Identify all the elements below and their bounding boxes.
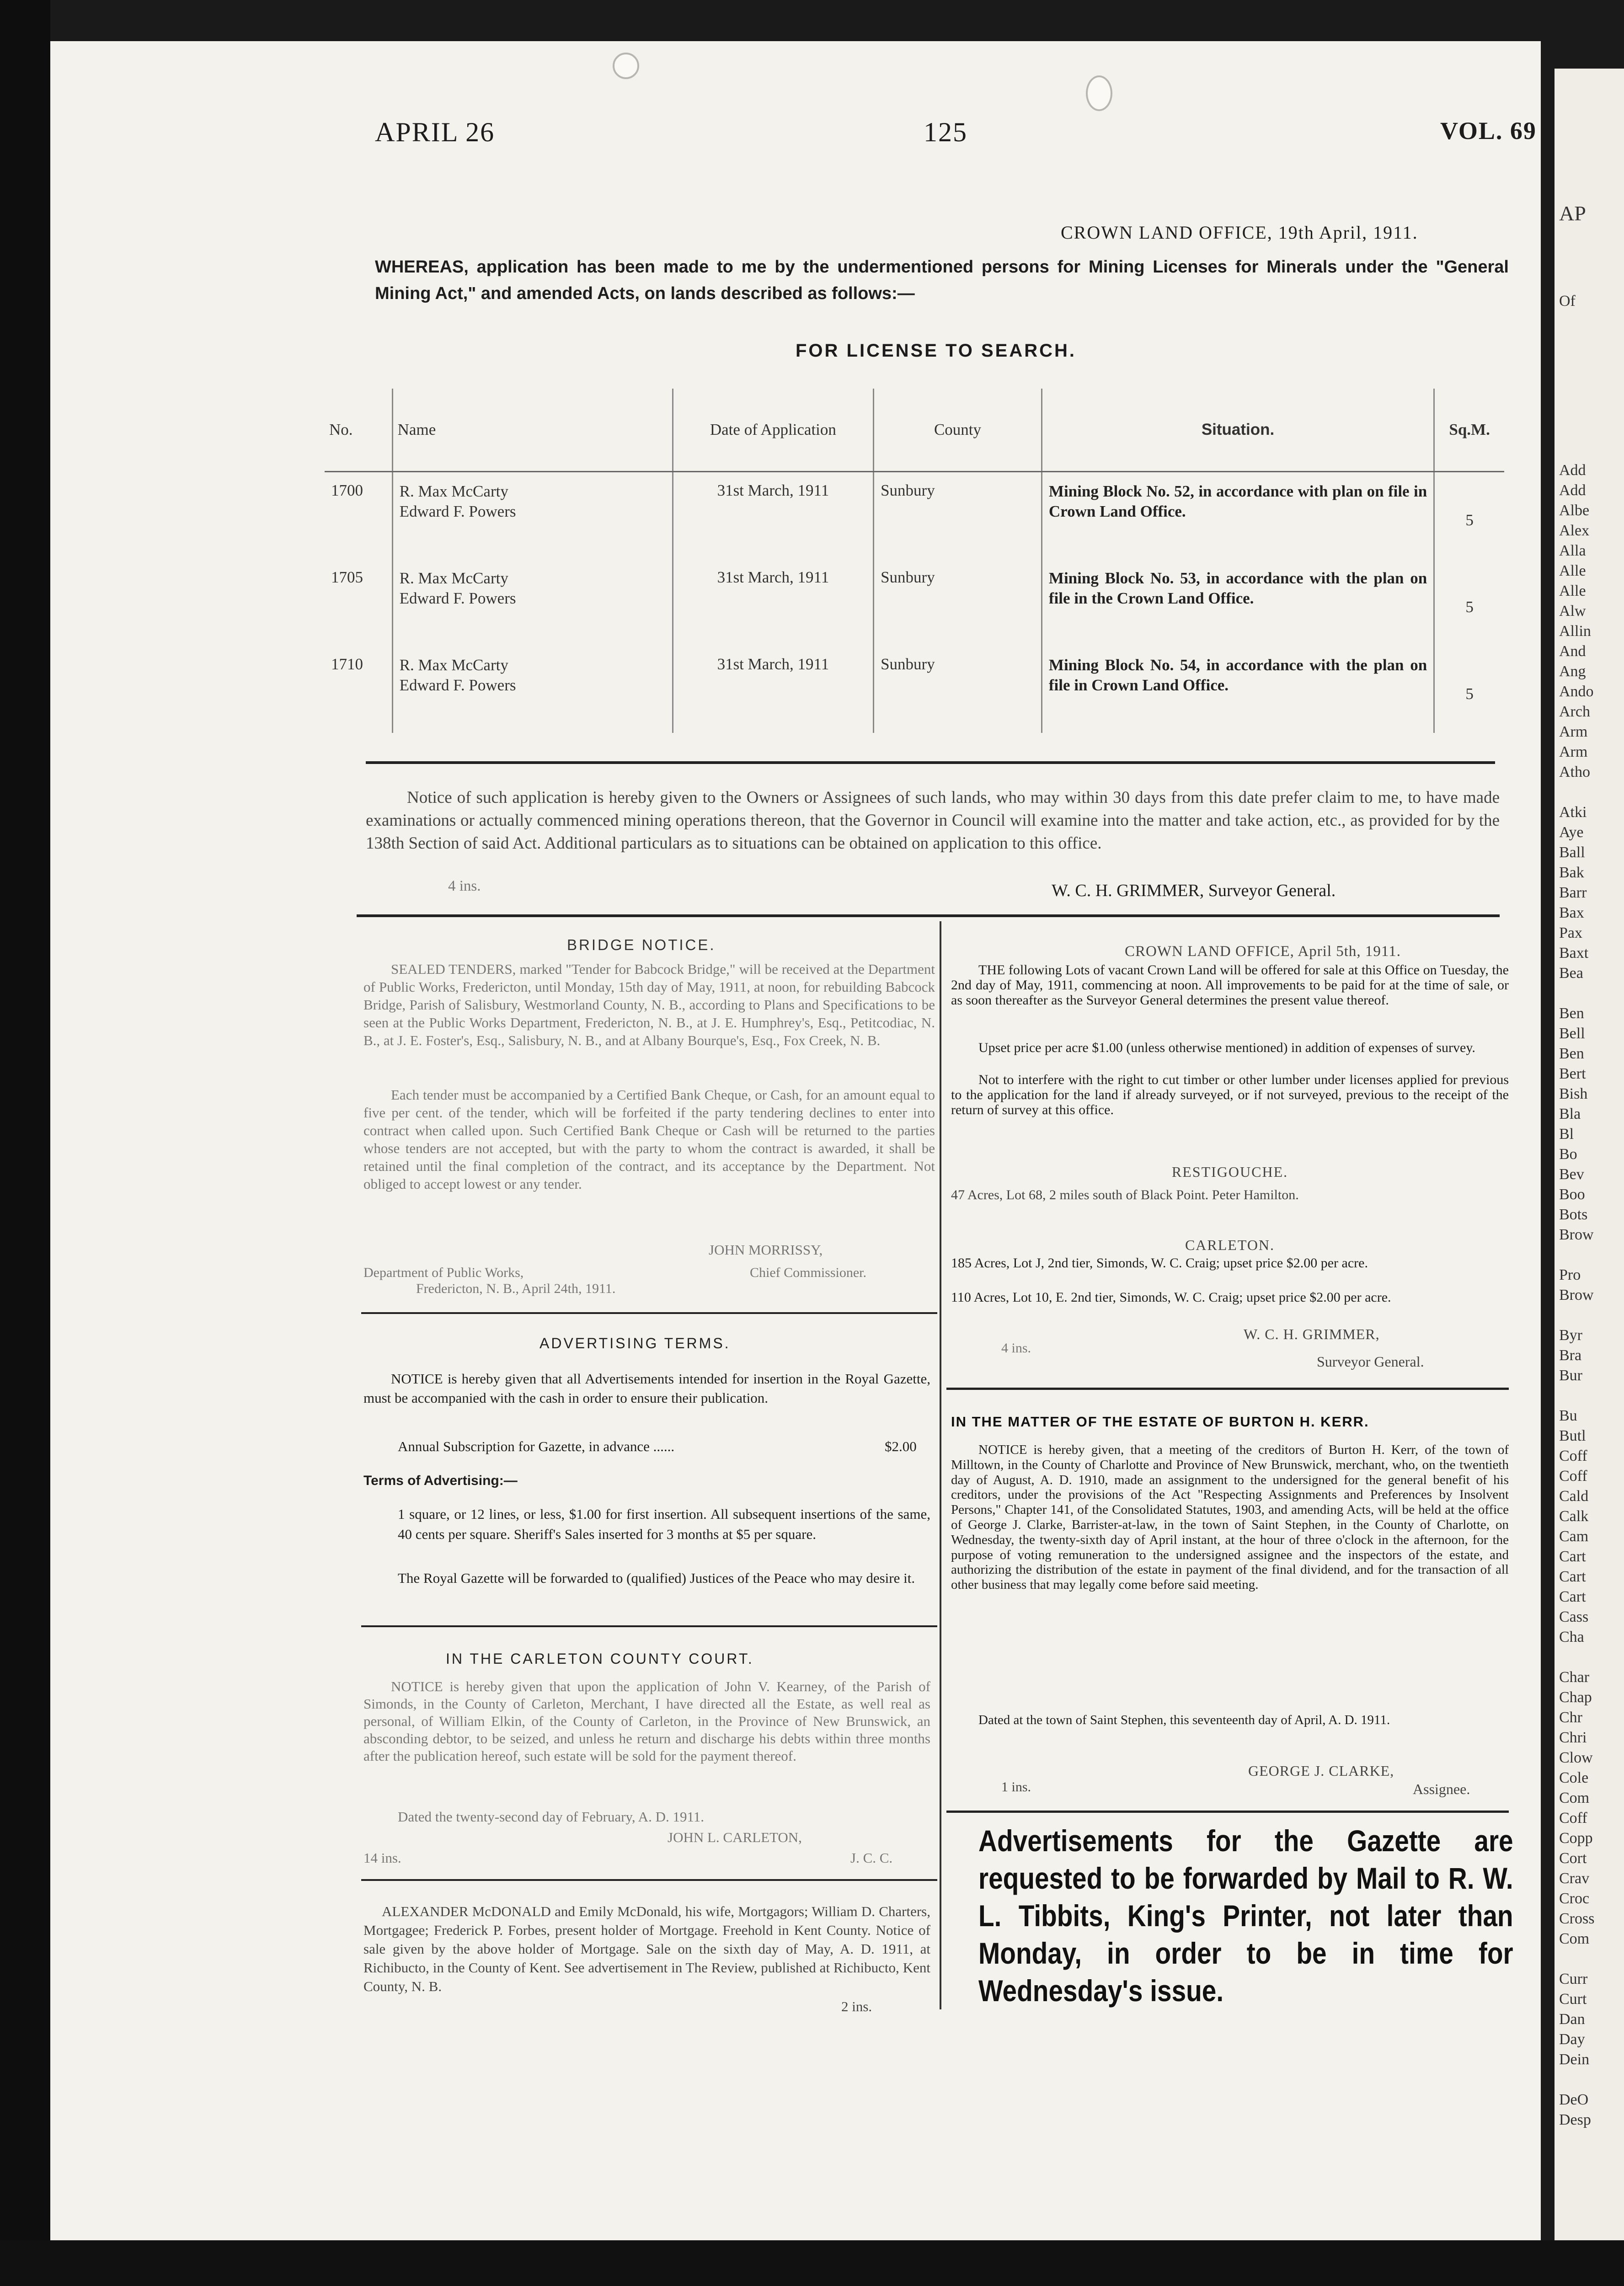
bridge-signer: JOHN MORRISSY, (709, 1242, 823, 1258)
adjacent-page-fragment: Copp (1559, 1830, 1593, 1847)
square-miles: 5 (1434, 646, 1504, 733)
divider (366, 761, 1495, 764)
crown-land-signer-title: Surveyor General. (1317, 1353, 1424, 1370)
crown-land-sale-para3: Not to interfere with the right to cut timber or other lumber under licenses applied for previous to the application for the land if already surveyed, or if not surveyed, previous to the receipt of the return of survey at this office. (951, 1072, 1509, 1117)
terms-heading: Terms of Advertising:— (363, 1473, 518, 1488)
adjacent-page-fragment: Dan (1559, 2011, 1585, 2028)
license-number: 1710 (331, 655, 363, 673)
adjacent-page-fragment: Bea (1559, 965, 1583, 982)
adjacent-page-fragment: Clow (1559, 1749, 1593, 1766)
county-heading-restigouche: RESTIGOUCHE. (1171, 1164, 1288, 1180)
application-date: 31st March, 1911 (673, 646, 873, 733)
adjacent-page-fragment: Arm (1559, 743, 1588, 760)
applicant-name: Edward F. Powers (399, 676, 516, 694)
printer-deadline-notice: Advertisements for the Gazette are requested to be forwarded by Mail to R. W. L. Tibbits, King's Printer, not later than Monday, in order to be in time for Wednesday's issue. (978, 1824, 1513, 2008)
adjacent-page-fragment: Add (1559, 482, 1586, 499)
adjacent-page-fragment: Coff (1559, 1468, 1587, 1485)
adjacent-page-fragment: Bra (1559, 1347, 1582, 1364)
kerr-estate-title: IN THE MATTER OF THE ESTATE OF BURTON H. KERR. (951, 1414, 1369, 1430)
adjacent-page-fragment: Ang (1559, 663, 1586, 680)
mcdonald-mortgage-notice: ALEXANDER McDONALD and Emily McDonald, his wife, Mortgagors; William D. Charters, Mortgagee; Frederick P. Forbes, present holder of Mortgage. Freehold in Kent County. Notice of sale given by the above holder of Mortgage. Sale on the sixth day of May, A. D. 1911, at Richibucto, in the County of Kent. See advertisement in The Review, published at Richibucto, Kent County, N. B. (363, 1903, 930, 1994)
adjacent-page-fragment: Bo (1559, 1146, 1577, 1163)
scan-border-left (0, 0, 50, 2286)
adjacent-page-fragment: Bl (1559, 1126, 1574, 1143)
adjacent-page-fragment: Atki (1559, 804, 1587, 821)
adjacent-page-fragment: Pro (1559, 1266, 1581, 1283)
adjacent-page-fragment: Alle (1559, 582, 1586, 599)
crown-land-sale-para1: THE following Lots of vacant Crown Land will be offered for sale at this Office on Tuesday, the 2nd day of May, 1911, commencing at noon. All improvements to be paid for at the time of sale, or as soon thereafter as the Surveyor General determines the present value thereof. (951, 962, 1509, 1008)
adjacent-page-fragment: Atho (1559, 764, 1590, 780)
adjacent-page-fragment: Croc (1559, 1890, 1590, 1907)
binding-hole-icon (1086, 75, 1112, 111)
adjacent-page-fragment: Butl (1559, 1427, 1586, 1444)
bridge-signer-title: Chief Commissioner. (750, 1265, 866, 1280)
adjacent-page-fragment: Dein (1559, 2051, 1590, 2068)
license-number: 1700 (331, 481, 363, 499)
mining-office-line: CROWN LAND OFFICE, 19th April, 1911. (1061, 222, 1418, 243)
column-header: Sq.M. (1434, 389, 1504, 472)
applicant-names (392, 472, 673, 560)
adjacent-page-fragment: Bla (1559, 1106, 1581, 1122)
adjacent-page-fragment: Chr (1559, 1709, 1582, 1726)
mining-license-table (325, 389, 1504, 733)
lot-carleton-j: 185 Acres, Lot J, 2nd tier, Simonds, W. C. Craig; upset price $2.00 per acre. (951, 1255, 1368, 1271)
mining-notice-text: Notice of such application is hereby given to the Owners or Assignees of such lands, who may within 30 days from this date prefer claim to me, to have made examinations or actually commenced mining operations thereon, that the Governor in Council will examine into the matter and take action, etc., as provided for by the 138th Section of said Act. Additional particulars as to situations can be obtained on application to this office. (366, 788, 1500, 853)
adjacent-page-fragment: Arch (1559, 703, 1590, 720)
adjacent-page-fragment: Com (1559, 1789, 1590, 1806)
adjacent-page-fragment: Desp (1559, 2111, 1591, 2128)
applicant-name: R. Max McCarty (399, 656, 508, 674)
divider (357, 914, 1500, 917)
adjacent-page-fragment: Brow (1559, 1287, 1594, 1303)
adjacent-page-fragment: Alle (1559, 562, 1586, 579)
situation: Mining Block No. 52, in accordance with plan on file in Crown Land Office. (1042, 472, 1434, 560)
adjacent-page-fragment: Albe (1559, 502, 1590, 519)
adjacent-page-fragment: Com (1559, 1930, 1590, 1947)
applicant-name: R. Max McCarty (399, 482, 508, 500)
adjacent-page-fragment: Chri (1559, 1729, 1587, 1746)
adjacent-page-fragment: Bak (1559, 864, 1584, 881)
adjacent-page-fragment: Cross (1559, 1910, 1595, 1927)
adjacent-page-fragment: Cha (1559, 1629, 1584, 1645)
adjacent-page-fragment: Cort (1559, 1850, 1587, 1867)
adjacent-page-fragment: AP (1559, 202, 1586, 225)
ins-count: 14 ins. (363, 1850, 401, 1866)
application-date: 31st March, 1911 (673, 559, 873, 646)
adjacent-page-fragment: Cass (1559, 1608, 1589, 1625)
bridge-notice-para2: Each tender must be accompanied by a Certified Bank Cheque, or Cash, for an amount equal to five per cent. of the tender, which will be forfeited if the party tendering declines to enter into contract when called upon. Such Certified Bank Cheque or Cash will be returned to the parties whose tenders are not accepted, but with the party to whom the contract is awarded, it shall be retained until the final completion of the contract, and its acceptance by the Department. Not obliged to accept lowest or any tender. (363, 1087, 935, 1192)
carleton-court-text: NOTICE is hereby given that upon the application of John V. Kearney, of the Parish of Simonds, in the County of Carleton, Merchant, I have directed all the Estate, as well real as personal, of William Elkin, of the County of Carleton, in the Province of New Brunswick, an absconding debtor, to be seized, and unless he return and discharge his debts within three months after the publication hereof, such estate will be sold for the payment thereof. (363, 1678, 930, 1764)
adjacent-page-fragment: Coff (1559, 1810, 1587, 1827)
kerr-estate-dated: Dated at the town of Saint Stephen, this seventeenth day of April, A. D. 1911. (978, 1713, 1390, 1727)
square-miles: 5 (1434, 472, 1504, 560)
applicant-name: Edward F. Powers (399, 502, 516, 520)
table-row (325, 472, 1504, 560)
advertising-terms-justices: The Royal Gazette will be forwarded to (qualified) Justices of the Peace who may desire it. (398, 1570, 915, 1586)
adjacent-page-fragment: Curr (1559, 1971, 1588, 1987)
bridge-notice-para1: SEALED TENDERS, marked "Tender for Babcock Bridge," will be received at the Department of Public Works, Fredericton, until Monday, 15th day of May, 1911, at noon, for rebuilding Babcock Bridge, Parish of Salisbury, Westmorland County, N. B., according to Plans and Specifications to be seen at the Public Works Department, Fredericton, N. B., at J. E. Humphrey's, Esq., Petitcodiac, N. B., at J. E. Foster's, Esq., Salisbury, N. B., and at Albany Bourque's, Esq., Fox Creek, N. B. (363, 961, 935, 1048)
lot-carleton-10: 110 Acres, Lot 10, E. 2nd tier, Simonds, W. C. Craig; upset price $2.00 per acre. (951, 1290, 1391, 1305)
adjacent-page-fragment: Ben (1559, 1045, 1584, 1062)
table-row (325, 646, 1504, 733)
ins-count: 1 ins. (1001, 1779, 1031, 1795)
adjacent-page (1555, 69, 1624, 2240)
adjacent-page-fragment: Brow (1559, 1226, 1594, 1243)
subscription-label: Annual Subscription for Gazette, in advance ...... (398, 1438, 675, 1454)
adjacent-page-fragment: Coff (1559, 1447, 1587, 1464)
adjacent-page-fragment: Barr (1559, 884, 1587, 901)
advertising-terms-rates: 1 square, or 12 lines, or less, $1.00 for first insertion. All subsequent insertions of the same, 40 cents per square. Sheriff's Sales inserted for 3 months at $5 per square. (398, 1506, 930, 1542)
bridge-place-date: Fredericton, N. B., April 24th, 1911. (416, 1281, 616, 1296)
carleton-court-signer-title: J. C. C. (850, 1850, 893, 1866)
advertising-notice: NOTICE is hereby given that all Advertisements intended for insertion in the Royal Gazette, must be accompanied with the cash in order to ensure their publication. (363, 1371, 930, 1406)
table-row (325, 559, 1504, 646)
ins-count: 2 ins. (841, 1998, 872, 2014)
adjacent-page-fragment: DeO (1559, 2091, 1589, 2108)
crown-land-office-line: CROWN LAND OFFICE, April 5th, 1911. (1125, 943, 1401, 960)
applicant-names (392, 646, 673, 733)
volume-number: VOL. 69 (1440, 117, 1537, 144)
adjacent-page-fragment: Boo (1559, 1186, 1585, 1203)
adjacent-page-fragment: Bots (1559, 1206, 1588, 1223)
ins-count: 4 ins. (1001, 1341, 1031, 1356)
advertising-terms-title: ADVERTISING TERMS. (540, 1335, 731, 1351)
mining-intro: WHEREAS, application has been made to me by the undermentioned persons for Mining Licenses for Minerals under the "General Mining Act," and amended Acts, on lands described as follows:— (375, 257, 1509, 303)
binding-hole-icon (613, 53, 639, 79)
applicant-name: Edward F. Powers (399, 589, 516, 607)
ins-count: 4 ins. (448, 878, 481, 894)
adjacent-page-fragment: Bev (1559, 1166, 1584, 1183)
situation: Mining Block No. 54, in accordance with the plan on file in Crown Land Office. (1042, 646, 1434, 733)
adjacent-page-fragment: Ando (1559, 683, 1594, 700)
header-date: APRIL 26 (375, 117, 495, 147)
county: Sunbury (874, 472, 1042, 560)
adjacent-page-fragment: Aye (1559, 824, 1584, 841)
subscription-price: $2.00 (885, 1438, 917, 1454)
adjacent-page-fragment: Of (1559, 293, 1576, 310)
adjacent-page-fragment: Bu (1559, 1407, 1577, 1424)
license-section-title: FOR LICENSE TO SEARCH. (796, 341, 1076, 361)
divider (361, 1312, 937, 1314)
column-header: No. (325, 389, 392, 472)
kerr-estate-signer: GEORGE J. CLARKE, (1248, 1763, 1394, 1779)
adjacent-page-fragment: Alw (1559, 603, 1586, 620)
adjacent-page-fragment: Add (1559, 462, 1586, 479)
adjacent-page-fragment: Cart (1559, 1548, 1586, 1565)
crown-land-signer: W. C. H. GRIMMER, (1244, 1326, 1380, 1342)
adjacent-page-fragment: Calk (1559, 1508, 1589, 1525)
adjacent-page-fragment: Chap (1559, 1689, 1592, 1706)
kerr-estate-signer-title: Assignee. (1413, 1781, 1470, 1797)
application-date: 31st March, 1911 (673, 472, 873, 560)
column-header: Situation. (1042, 389, 1434, 472)
applicant-names (392, 559, 673, 646)
county-heading-carleton: CARLETON. (1185, 1237, 1275, 1253)
adjacent-page-fragment: Bur (1559, 1367, 1582, 1384)
kerr-estate-text: NOTICE is hereby given, that a meeting of the creditors of Burton H. Kerr, of the town of Milltown, in the County of Charlotte and Province of New Brunswick, merchant, who, on the twentieth day of August, A. D. 1910, made an assignment to the undersigned for the general benefit of his creditors, under the provisions of the Act "Respecting Assignments and Preferences by Insolvent Persons," Chapter 141, of the Consolidated Statutes, 1903, and amending Acts, will be held at the office of George J. Clarke, Barrister-at-law, in the town of Saint Stephen, in the County of Charlotte, on Wednesday, the twenty-sixth day of April instant, at the hour of three o'clock in the afternoon, for the purpose of voting remuneration to the undersigned assignee and the inspectors of the estate, and authorizing the distribution of the estate in payment of the final dividend, and for the transaction of all other business that may legally come before said meeting. (951, 1442, 1509, 1592)
table-header-row (325, 389, 1504, 472)
adjacent-page-fragment: Ben (1559, 1005, 1584, 1022)
adjacent-page-fragment: Cart (1559, 1588, 1586, 1605)
adjacent-page-fragment: Byr (1559, 1327, 1582, 1344)
divider (361, 1625, 937, 1627)
adjacent-page-fragment: Cole (1559, 1769, 1589, 1786)
page-number: 125 (924, 117, 967, 147)
license-number: 1705 (331, 568, 363, 586)
divider (361, 1879, 937, 1881)
county: Sunbury (874, 559, 1042, 646)
adjacent-page-fragment: Day (1559, 2031, 1585, 2048)
adjacent-page-fragment: Crav (1559, 1870, 1590, 1887)
adjacent-page-fragment: Baxt (1559, 945, 1589, 961)
adjacent-page-fragment: And (1559, 643, 1586, 660)
bridge-notice-title: BRIDGE NOTICE. (567, 936, 716, 953)
adjacent-page-fragment: Bert (1559, 1065, 1586, 1082)
carleton-court-signer: JOHN L. CARLETON, (668, 1829, 802, 1845)
adjacent-page-fragment: Alla (1559, 542, 1586, 559)
lot-restigouche: 47 Acres, Lot 68, 2 miles south of Black Point. Peter Hamilton. (951, 1187, 1299, 1202)
adjacent-page-fragment: Alex (1559, 522, 1590, 539)
adjacent-page-fragment: Bish (1559, 1085, 1588, 1102)
scan-border-bottom (0, 2240, 1624, 2286)
situation: Mining Block No. 53, in accordance with the plan on file in the Crown Land Office. (1042, 559, 1434, 646)
county: Sunbury (874, 646, 1042, 733)
divider (946, 1811, 1509, 1813)
carleton-court-dated: Dated the twenty-second day of February, A. D. 1911. (398, 1809, 705, 1825)
adjacent-page-fragment: Allin (1559, 623, 1591, 640)
adjacent-page-fragment: Bell (1559, 1025, 1585, 1042)
column-header: Date of Application (673, 389, 873, 472)
adjacent-page-fragment: Curt (1559, 1991, 1587, 2008)
adjacent-page-fragment: Char (1559, 1669, 1590, 1686)
adjacent-page-fragment: Ball (1559, 844, 1585, 861)
applicant-name: R. Max McCarty (399, 569, 508, 587)
carleton-court-title: IN THE CARLETON COUNTY COURT. (446, 1650, 754, 1667)
adjacent-page-fragment: Pax (1559, 924, 1582, 941)
crown-land-sale-para2: Upset price per acre $1.00 (unless otherwise mentioned) in addition of expenses of survey. (978, 1040, 1475, 1055)
square-miles: 5 (1434, 559, 1504, 646)
adjacent-page-fragment: Arm (1559, 723, 1588, 740)
adjacent-page-fragment: Bax (1559, 904, 1584, 921)
adjacent-page-fragment: Cart (1559, 1568, 1586, 1585)
divider (946, 1388, 1509, 1390)
bridge-dept: Department of Public Works, (363, 1265, 524, 1280)
adjacent-page-fragment: Cam (1559, 1528, 1589, 1545)
column-header: County (874, 389, 1042, 472)
adjacent-page-fragment: Cald (1559, 1488, 1589, 1505)
mining-signature: W. C. H. GRIMMER, Surveyor General. (1052, 881, 1336, 900)
column-divider (940, 921, 941, 2009)
column-header: Name (392, 389, 673, 472)
